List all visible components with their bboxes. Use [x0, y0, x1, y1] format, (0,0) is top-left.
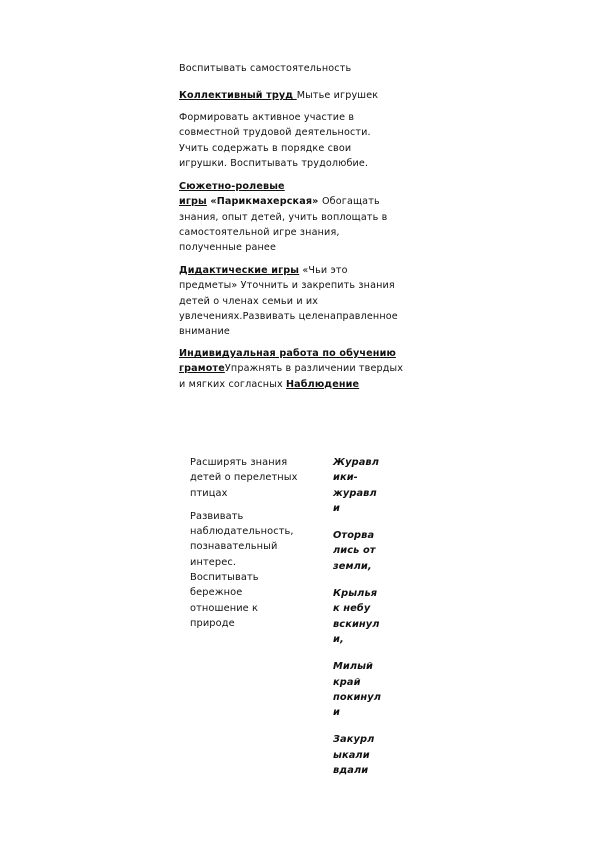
goal-text-line: отношение к: [190, 602, 259, 614]
role-game-line: самостоятельной игре знания,: [179, 226, 340, 238]
poem-stanza: [333, 732, 393, 778]
role-game-heading-cont: игры: [179, 196, 207, 208]
didactic-game-line: детей о членах семьи и их: [179, 295, 319, 307]
poem-line: ики-: [333, 472, 358, 484]
individual-work-text-cont: и мягких согласных: [179, 378, 286, 390]
poem-line: вскинул: [333, 618, 380, 630]
poem-line: Милый: [333, 661, 374, 673]
spacer: [190, 501, 318, 509]
collective-labor-text: Мытье игрушек: [296, 90, 379, 101]
didactic-game-text: «Чьи это: [299, 265, 348, 276]
role-game-section: [179, 179, 441, 255]
poem-stanza: [333, 528, 393, 574]
labor-goal-paragraph: [179, 110, 441, 171]
poem-line: к небу: [333, 603, 371, 615]
poem-line: Журавл: [333, 457, 379, 468]
poem-line: Оторва: [333, 530, 375, 542]
observation-heading: Наблюдение: [286, 378, 360, 390]
goal-text-line: детей о перелетных: [190, 472, 298, 484]
role-game-text: Обогащать: [321, 196, 380, 208]
poem-stanza: [333, 586, 393, 647]
collective-labor-heading: Коллективный труд: [179, 90, 297, 101]
poem-stanza: [333, 659, 393, 720]
individual-work-text: Упражнять в различении твердых: [224, 363, 404, 375]
role-game-title: «Парикмахерская»: [206, 196, 322, 208]
poem-line: Крылья: [333, 588, 378, 600]
goal-line: игрушки. Воспитывать трудолюбие.: [179, 157, 369, 169]
goal-text-line: познавательный: [190, 541, 278, 553]
intro-text: [179, 61, 441, 76]
goal-line: совместной трудовой деятельности.: [179, 127, 371, 139]
observation-goal-paragraph: [190, 455, 318, 501]
individual-work-heading-cont: грамоте: [179, 363, 225, 375]
poem-line: земли,: [333, 560, 372, 572]
intro-line: Воспитывать самостоятельность: [179, 63, 352, 74]
goal-text-line: птицах: [190, 487, 228, 499]
goal-text-line: Расширять знания: [190, 457, 288, 468]
poem-line: и: [333, 707, 340, 719]
goal-line: Формировать активное участие в: [179, 112, 355, 123]
goal-line: Учить содержать в порядке свои: [179, 142, 352, 154]
poem-line: вдали: [333, 765, 369, 777]
poem-line: покинул: [333, 691, 382, 703]
poem-line: журавл: [333, 487, 377, 499]
goal-text-line: бережное: [190, 587, 243, 599]
role-game-heading: Сюжетно-ролевые: [179, 181, 285, 192]
didactic-game-section: [179, 263, 441, 339]
didactic-game-line: внимание: [179, 326, 230, 338]
poem-column: [333, 455, 393, 790]
goal-text-line: Воспитывать: [190, 572, 259, 584]
poem-line: Закурл: [333, 734, 375, 746]
poem-line: и: [333, 502, 340, 514]
didactic-game-heading: Дидактические игры: [179, 265, 300, 276]
observation-goals: [190, 455, 318, 631]
observation-goal-paragraph: [190, 509, 318, 631]
didactic-game-line: увлечениях.Развивать целенаправленное: [179, 310, 398, 322]
individual-work-heading: Индивидуальная работа по обучению: [179, 348, 396, 359]
poem-stanza: [333, 455, 393, 516]
role-game-line: знания, опыт детей, учить воплощать в: [179, 211, 388, 223]
goal-text-line: наблюдательность,: [190, 526, 294, 538]
poem-line: и,: [333, 633, 344, 645]
goal-text-line: природе: [190, 617, 235, 629]
goal-text-line: Развивать: [190, 510, 244, 522]
role-game-line: полученные ранее: [179, 242, 277, 254]
poem-line: лись от: [333, 545, 376, 557]
poem-line: край: [333, 676, 361, 688]
poem-line: ыкали: [333, 749, 370, 761]
individual-work-section: [179, 346, 441, 392]
collective-labor-section: [179, 88, 441, 103]
didactic-game-line: предметы» Уточнить и закрепить знания: [179, 280, 395, 292]
goal-text-line: интерес.: [190, 556, 237, 568]
